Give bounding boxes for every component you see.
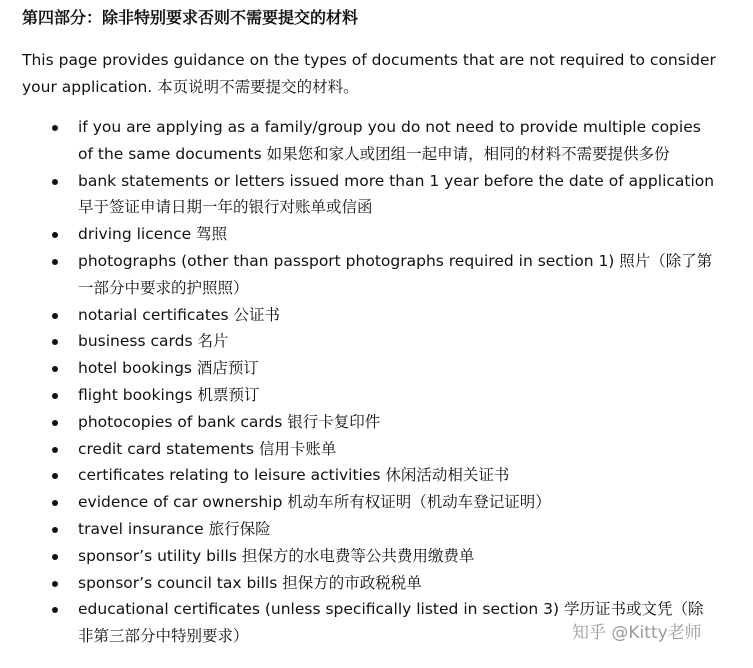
list-item-text: bank statements or letters issued more than 1 year before the date of application 早于签证申请日期一年的银行对账单或信函 xyxy=(78,171,715,217)
list-item xyxy=(0,355,718,382)
bullet-icon xyxy=(52,473,58,479)
list-item xyxy=(0,570,718,597)
bullet-icon xyxy=(52,581,58,587)
bullet-icon xyxy=(52,179,58,185)
bullet-icon xyxy=(52,420,58,426)
list-item-text: driving licence 驾照 xyxy=(78,225,228,244)
bullet-icon xyxy=(52,232,58,238)
list-item-text: educational certificates (unless specifically listed in section 3) 学历证书或文凭（除非第三部分中特别要求） xyxy=(78,600,704,646)
not-required-documents-list xyxy=(0,114,718,650)
list-item-text: credit card statements 信用卡账单 xyxy=(78,439,337,458)
bullet-icon xyxy=(52,554,58,560)
bullet-icon xyxy=(52,607,58,613)
bullet-icon xyxy=(52,447,58,453)
list-item xyxy=(0,489,718,516)
list-item-text: hotel bookings 酒店预订 xyxy=(78,359,259,378)
watermark: 知乎 @Kitty老师 xyxy=(568,620,706,646)
list-item xyxy=(0,302,718,329)
bullet-icon xyxy=(52,500,58,506)
list-item-text: if you are applying as a family/group you do not need to provide multiple copies of the same documents 如果您和家人或团组一起申请，相同的材料不需要提供多份 xyxy=(78,118,701,163)
section-heading: 第四部分：除非特别要求否则不需要提交的材料 xyxy=(22,8,359,27)
list-item xyxy=(0,248,718,302)
list-item xyxy=(0,221,718,248)
list-item-text: flight bookings 机票预订 xyxy=(78,385,260,404)
bullet-icon xyxy=(52,527,58,533)
bullet-icon xyxy=(52,339,58,345)
bullet-icon xyxy=(52,259,58,265)
bullet-icon xyxy=(52,366,58,372)
bullet-icon xyxy=(52,313,58,319)
list-item-text: evidence of car ownership 机动车所有权证明（机动车登记证明） xyxy=(78,493,551,512)
list-item xyxy=(0,409,718,436)
list-item xyxy=(0,168,718,222)
list-item-text: business cards 名片 xyxy=(78,332,229,351)
bullet-icon xyxy=(52,125,58,131)
list-item xyxy=(0,114,718,168)
list-item xyxy=(0,543,718,570)
list-item-text: certificates relating to leisure activities 休闲活动相关证书 xyxy=(78,466,510,485)
list-item-text: photographs (other than passport photographs required in section 1) 照片（除了第一部分中要求的护照照） xyxy=(78,251,713,297)
bullet-icon xyxy=(52,393,58,399)
intro-paragraph: This page provides guidance on the types of documents that are not required to consider your application. 本页说明不需要提交的材料。 xyxy=(22,51,716,96)
list-item-text: photocopies of bank cards 银行卡复印件 xyxy=(78,412,381,431)
list-item-text: notarial certificates 公证书 xyxy=(78,305,281,324)
list-item xyxy=(0,462,718,489)
list-item-text: sponsor’s council tax bills 担保方的市政税税单 xyxy=(78,573,422,592)
list-item xyxy=(0,328,718,355)
list-item-text: sponsor’s utility bills 担保方的水电费等公共费用缴费单 xyxy=(78,546,475,565)
list-item xyxy=(0,436,718,463)
list-item xyxy=(0,382,718,409)
list-item-text: travel insurance 旅行保险 xyxy=(78,519,271,538)
list-item xyxy=(0,516,718,543)
